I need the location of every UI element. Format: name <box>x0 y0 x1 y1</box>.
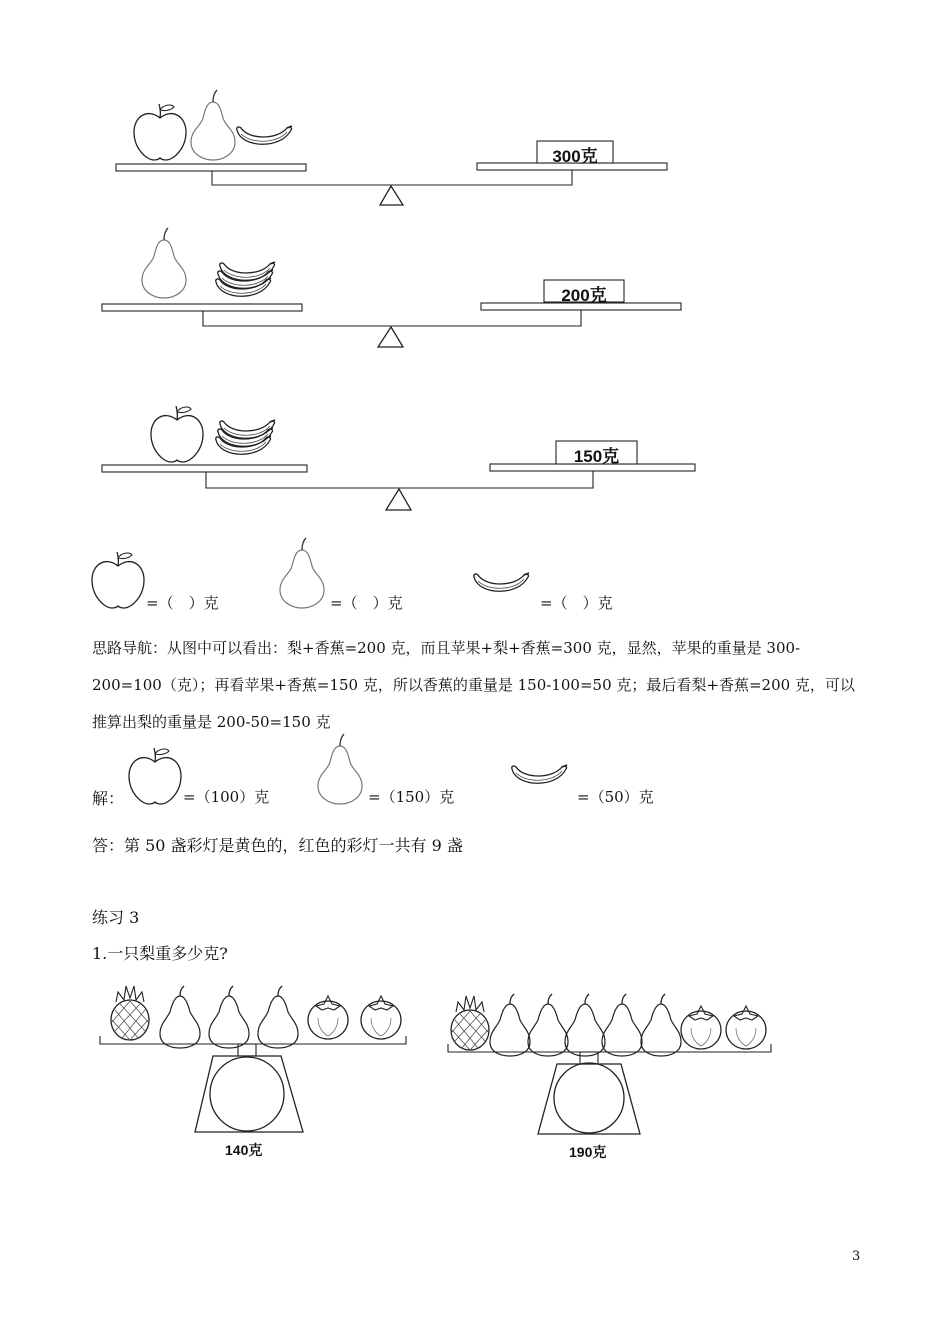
pear-icon <box>191 90 235 160</box>
weight-label-150: 150克 <box>573 447 620 466</box>
apple-icon <box>129 748 181 804</box>
weight-label-200: 200克 <box>561 286 607 305</box>
pear-weight-blank: =（ ）克 <box>330 594 403 612</box>
apple-weight-blank: =（ ）克 <box>146 594 219 612</box>
banana-icon <box>512 765 567 783</box>
banana-icon <box>474 573 529 591</box>
exercise-title: 练习 3 <box>92 908 140 927</box>
scale-2 <box>448 994 771 1134</box>
apple-weight-answer: =（100）克 <box>183 788 270 806</box>
weight-label-300: 300克 <box>552 147 598 166</box>
answer-text: 答：第 50 盏彩灯是黄色的，红色的彩灯一共有 9 盏 <box>92 836 463 855</box>
banana-weight-answer: =（50）克 <box>577 788 654 806</box>
banana-bunch-icon <box>216 420 275 454</box>
pear-icon <box>142 228 186 298</box>
scale-1 <box>100 986 406 1132</box>
pear-icon <box>318 734 362 804</box>
hint-paragraph: 思路导航：从图中可以看出：梨+香蕉=200 克，而且苹果+梨+香蕉=300 克，显然，苹果的重量是 300-200=100（克）；再看苹果+香蕉=150 克，所以香蕉的重量是 150-100=50 克；最后看梨+香蕉=200 克，可以推算出梨的重量是 200-50=150 克 <box>92 639 855 731</box>
pear-weight-answer: =（150）克 <box>368 788 455 806</box>
scale-1-label: 140克 <box>225 1142 263 1158</box>
banana-weight-blank: =（ ）克 <box>540 594 613 612</box>
banana-bunch-icon <box>216 262 275 296</box>
solution-prefix: 解： <box>92 789 125 808</box>
apple-icon <box>92 552 144 608</box>
page-number: 3 <box>852 1249 861 1264</box>
apple-icon <box>151 406 203 462</box>
pear-icon <box>280 538 324 608</box>
exercise-question: 1.一只梨重多少克? <box>92 944 228 963</box>
banana-icon <box>237 126 292 144</box>
apple-icon <box>134 104 186 160</box>
scale-2-label: 190克 <box>569 1144 607 1160</box>
